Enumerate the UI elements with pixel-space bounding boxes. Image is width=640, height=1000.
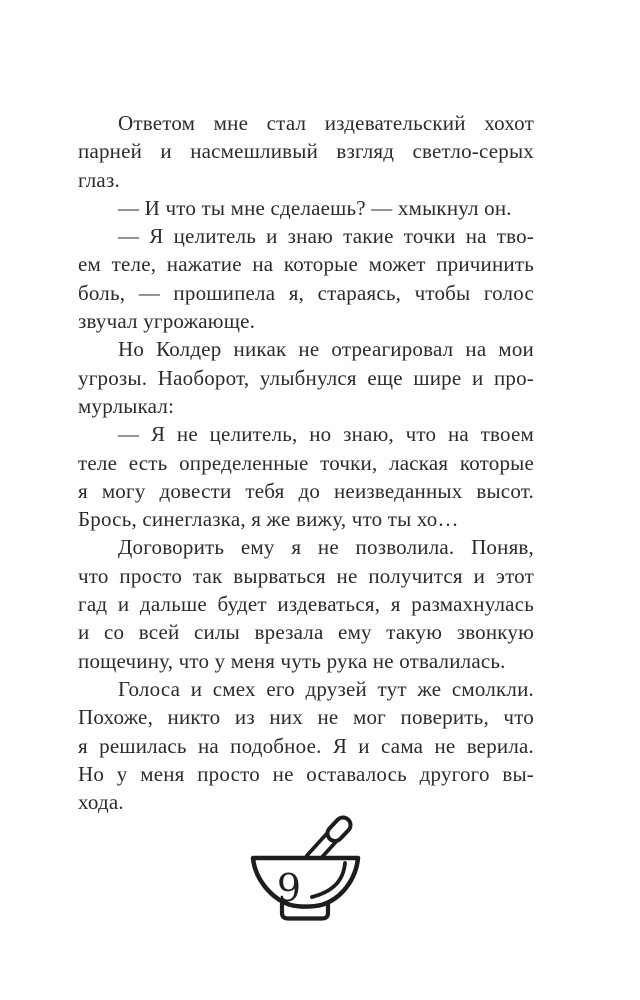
text-line: Похоже, никто из них не мог поверить, что — [78, 705, 534, 730]
text-line: Но Колдер никак не отреагировал на мои — [118, 337, 534, 362]
text-line: боль, — прошипела я, стараясь, чтобы голос — [78, 280, 534, 305]
text-line: Голоса и смех его друзей тут же смолкли. — [118, 676, 534, 701]
text-line: ем теле, нажатие на которые может причинить — [78, 252, 534, 277]
text-line: Брось, синеглазка, я же вижу, что ты хо… — [78, 507, 459, 532]
text-line: я решилась на подобное. Я и сама не верила. — [78, 733, 534, 758]
footer-ornament — [248, 812, 388, 930]
text-line: угрозы. Наоборот, улыбнулся еще шире и про- — [78, 365, 534, 390]
text-line: гад и дальше будет издеваться, я размахнулась — [78, 592, 534, 617]
text-line: Но у меня просто не оставалось другого вы- — [78, 761, 534, 786]
text-line: звучал угрожающе. — [78, 309, 256, 334]
text-line: что просто так вырваться не получится и этот — [78, 563, 534, 588]
text-line: теле есть определенные точки, лаская которые — [78, 450, 534, 475]
text-line: глаз. — [78, 167, 120, 192]
text-line: — Я целитель и знаю такие точки на тво- — [118, 224, 534, 249]
mortar-pestle-icon — [248, 812, 388, 930]
page-number: 9 — [276, 866, 302, 910]
text-line: Ответом мне стал издевательский хохот — [118, 111, 534, 135]
text-line: пощечину, что у меня чуть рука не отвалилась. — [78, 648, 506, 673]
pestle-cap-fill — [335, 825, 343, 834]
text-line: хода. — [78, 790, 124, 815]
text-line: и со всей силы врезала ему такую звонкую — [78, 620, 534, 645]
text-line: Договорить ему я не позволила. Поняв, — [118, 535, 534, 560]
mortar-bowl — [253, 858, 358, 907]
text-line: — И что ты мне сделаешь? — хмыкнул он. — [118, 195, 512, 220]
text-line: парней и насмешливый взгляд светло-серых — [78, 139, 534, 164]
text-block — [78, 109, 534, 816]
text-line: я могу довести тебя до неизведанных высот. — [78, 478, 534, 503]
text-line: — Я не целитель, но знаю, что на твоем — [118, 422, 534, 447]
text-line: мурлыкал: — [78, 393, 175, 418]
